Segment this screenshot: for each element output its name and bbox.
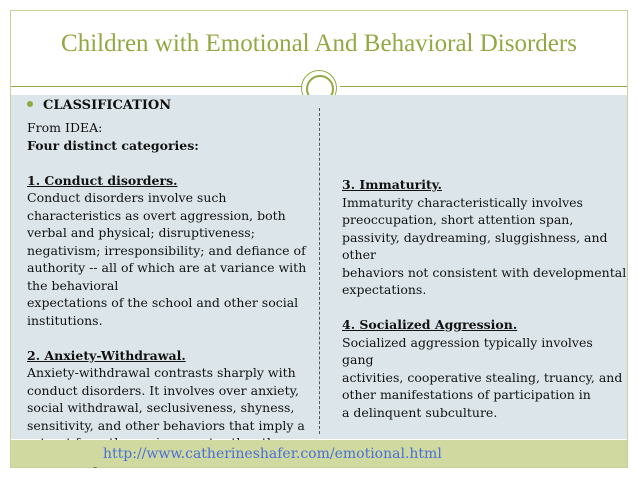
right-column [342, 176, 627, 421]
socialized-body [342, 334, 627, 422]
conduct-body [27, 189, 312, 329]
slide-title: Children with Emotional And Behavioral Disorders [61, 30, 577, 57]
classification-label: CLASSIFICATION [43, 98, 172, 113]
intro-bold: Four distinct categories: [27, 137, 199, 153]
conduct-line: characteristics as overt aggression, both [27, 207, 286, 223]
title-rule-right [340, 86, 627, 87]
classification-bullet [27, 98, 171, 113]
heading-anxiety: 2. Anxiety-Withdrawal. [27, 347, 186, 363]
immaturity-body [342, 194, 627, 299]
conduct-line: Conduct disorders involve such [27, 190, 227, 205]
conduct-line: expectations of the school and other social [27, 295, 299, 310]
heading-socialized: 4. Socialized Aggression. [342, 317, 518, 332]
immaturity-line: expectations. [342, 282, 427, 297]
intro-line: From IDEA: [27, 120, 103, 135]
immaturity-line: passivity, daydreaming, sluggishness, and [342, 229, 608, 245]
conduct-line: the behavioral [27, 277, 119, 293]
socialized-line: other manifestations of participation in [342, 387, 591, 402]
left-column [27, 119, 312, 469]
conduct-line: negativism; irresponsibility; and defiance of [27, 242, 306, 258]
socialized-line: a delinquent subculture. [342, 404, 498, 420]
heading-immaturity: 3. Immaturity. [342, 177, 442, 192]
anxiety-line: social withdrawal, seclusiveness, shyness, [27, 400, 295, 415]
anxiety-line: conduct disorders. It involves over anxiety, [27, 382, 299, 398]
bullet-dot-icon [27, 101, 33, 107]
immaturity-line: preoccupation, short attention span, [342, 212, 574, 227]
socialized-line: Socialized aggression typically involves gang [342, 334, 593, 367]
conduct-line: authority -- all of which are at variance with [27, 260, 307, 275]
immaturity-line: behaviors not consistent with developmental [342, 264, 627, 280]
heading-conduct: 1. Conduct disorders. [27, 172, 178, 188]
title-rule-left [11, 86, 302, 87]
anxiety-line: Anxiety-withdrawal contrasts sharply with [27, 365, 296, 380]
conduct-line: institutions. [27, 312, 103, 328]
immaturity-line: Immaturity characteristically involves [342, 194, 583, 210]
footer-url-link[interactable]: http://www.catherineshafer.com/emotional.html [103, 446, 442, 462]
conduct-line: verbal and physical; disruptiveness; [27, 225, 255, 240]
column-divider [319, 108, 320, 434]
socialized-line: activities, cooperative stealing, truancy, and [342, 369, 623, 385]
immaturity-line: other [342, 247, 376, 262]
anxiety-line: sensitivity, and other behaviors that imply a [27, 417, 305, 433]
